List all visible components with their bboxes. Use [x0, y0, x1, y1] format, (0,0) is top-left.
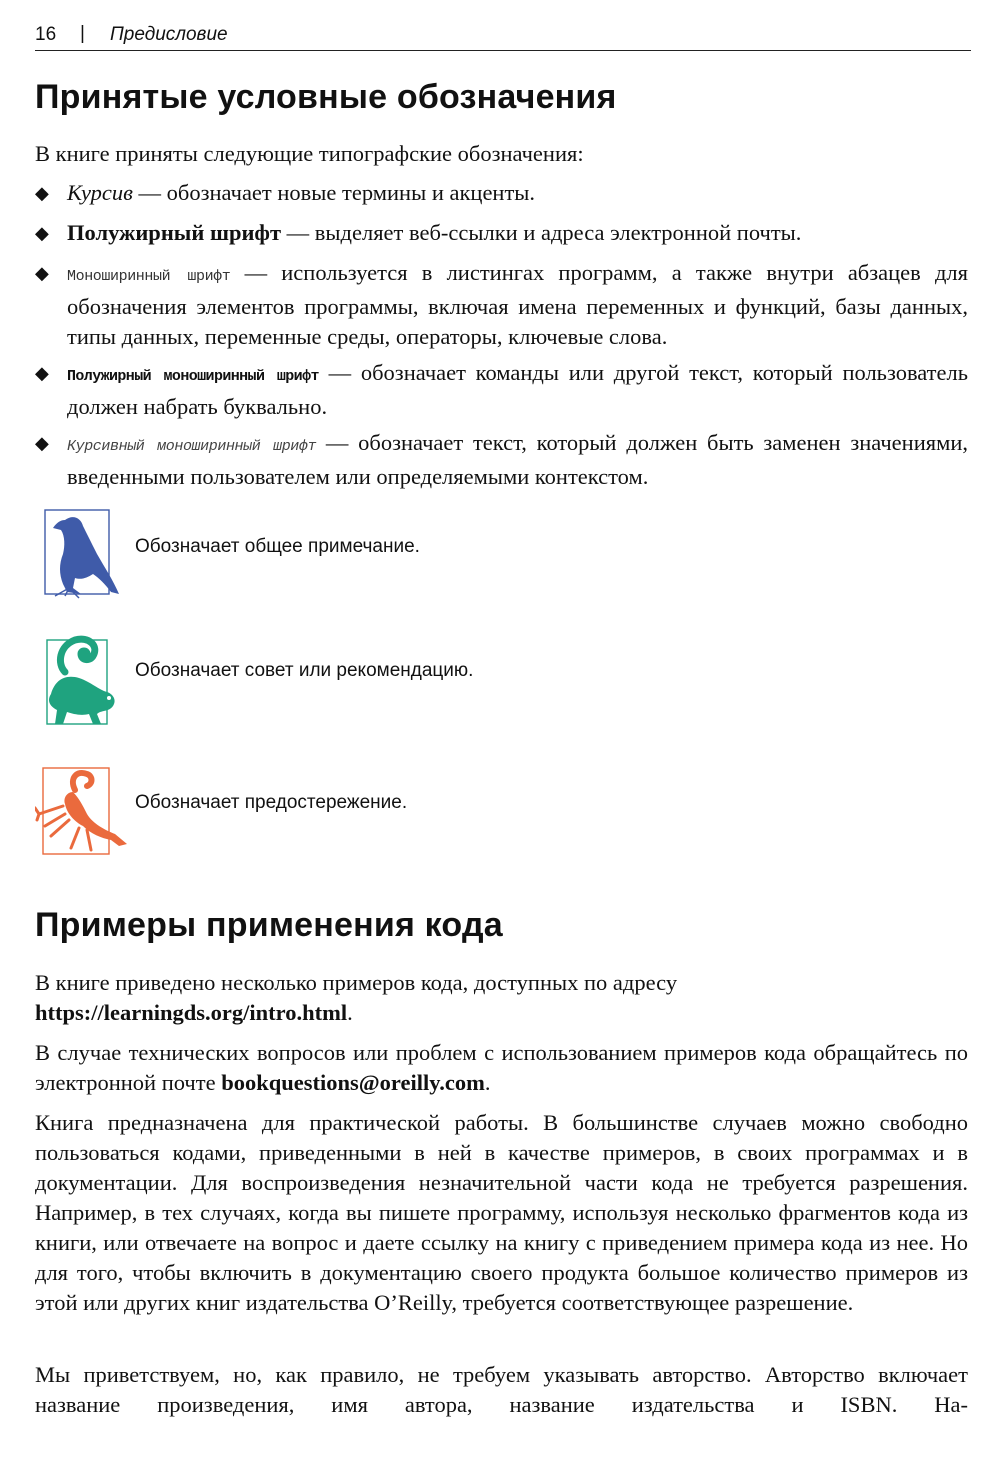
crow-icon	[35, 508, 125, 603]
examples-paragraph-1	[35, 968, 968, 1028]
diamond-bullet-icon: ◆	[35, 263, 49, 283]
examples-paragraph-4: Мы приветствуем, но, как правило, не требуем указывать авторство. Авторство включает название произведения, имя автора, название издательства и ISBN. На-	[35, 1362, 968, 1417]
code-examples-heading: Примеры применения кода	[35, 906, 503, 944]
note-general	[35, 508, 735, 603]
term-monospace: Моноширинный шрифт	[67, 268, 231, 285]
term-italic-monospace: Курсивный моноширинный шрифт	[67, 438, 317, 455]
term-italic: Курсив	[67, 180, 133, 205]
convention-desc: — обозначает текст, который должен быть заменен значениями, введенными пользователем или определяемыми контекстом.	[67, 430, 968, 489]
convention-desc: — используется в листингах программ, а также внутри абзацев для обозначения элементов программы, включая имена переменных и функций, базы данных, типы данных, переменные среды, операторы, ключевые слова.	[67, 260, 968, 349]
convention-desc: — обозначает команды или другой текст, который пользователь должен набрать буквально.	[67, 360, 968, 419]
examples-paragraph-3: Книга предназначена для практической работы. В большинстве случаев можно свободно пользоваться кодами, приведенными в ней в качестве примеров, в своих программах и в документации. Для воспроизведения незначительной части кода не требуется разрешения. Например, в тех случаях, когда вы пишете программу, используя несколько фрагментов кода из книги, или отвечаете на вопрос и даете ссылку на книгу с приведением примера кода из нее. Но для того, чтобы включить в документацию своего продукта большое количество примеров из этой или других книг издательства O’Reilly, требуется соответствующее разрешение.	[35, 1110, 968, 1315]
running-header	[35, 22, 971, 51]
conventions-heading: Принятые условные обозначения	[35, 78, 617, 116]
examples-p1-text: В книге приведено несколько примеров кода, доступных по адресу	[35, 970, 678, 995]
term-bold-monospace: Полужирный моноширинный шрифт	[67, 368, 319, 385]
scorpion-icon	[35, 764, 130, 859]
lemur-icon	[35, 632, 125, 727]
convention-item-bold	[35, 218, 968, 248]
note-tip-text: Обозначает совет или рекомендацию.	[135, 660, 474, 681]
conventions-intro: В книге приняты следующие типографские обозначения:	[35, 141, 584, 166]
examples-p2-text: В случае технических вопросов или проблем с использованием примеров кода обращайтесь по электронной почте	[35, 1040, 968, 1095]
examples-email-link[interactable]: bookquestions@oreilly.com	[221, 1070, 485, 1095]
convention-item-bold-monospace	[35, 358, 968, 422]
examples-p1-end: .	[347, 1000, 353, 1025]
header-separator: |	[80, 23, 85, 44]
convention-desc: — обозначает новые термины и акценты.	[132, 180, 536, 205]
page-number: 16	[35, 24, 57, 45]
note-warning-text: Обозначает предостережение.	[135, 792, 408, 813]
convention-item-italic	[35, 178, 968, 208]
examples-p2-end: .	[484, 1070, 491, 1095]
note-tip	[35, 632, 735, 727]
diamond-bullet-icon: ◆	[35, 433, 49, 453]
convention-desc: — выделяет веб-ссылки и адреса электронной почты.	[281, 220, 802, 245]
examples-paragraph-2	[35, 1038, 968, 1098]
term-bold: Полужирный шрифт	[67, 220, 282, 245]
diamond-bullet-icon: ◆	[35, 363, 49, 383]
diamond-bullet-icon: ◆	[35, 183, 49, 203]
note-general-text: Обозначает общее примечание.	[135, 536, 420, 557]
convention-item-monospace	[35, 258, 968, 352]
convention-item-italic-monospace	[35, 428, 968, 492]
diamond-bullet-icon: ◆	[35, 223, 49, 243]
examples-url-link[interactable]: https://learningds.org/intro.html	[35, 1000, 348, 1025]
note-warning	[35, 764, 735, 859]
section-name: Предисловие	[110, 24, 228, 45]
